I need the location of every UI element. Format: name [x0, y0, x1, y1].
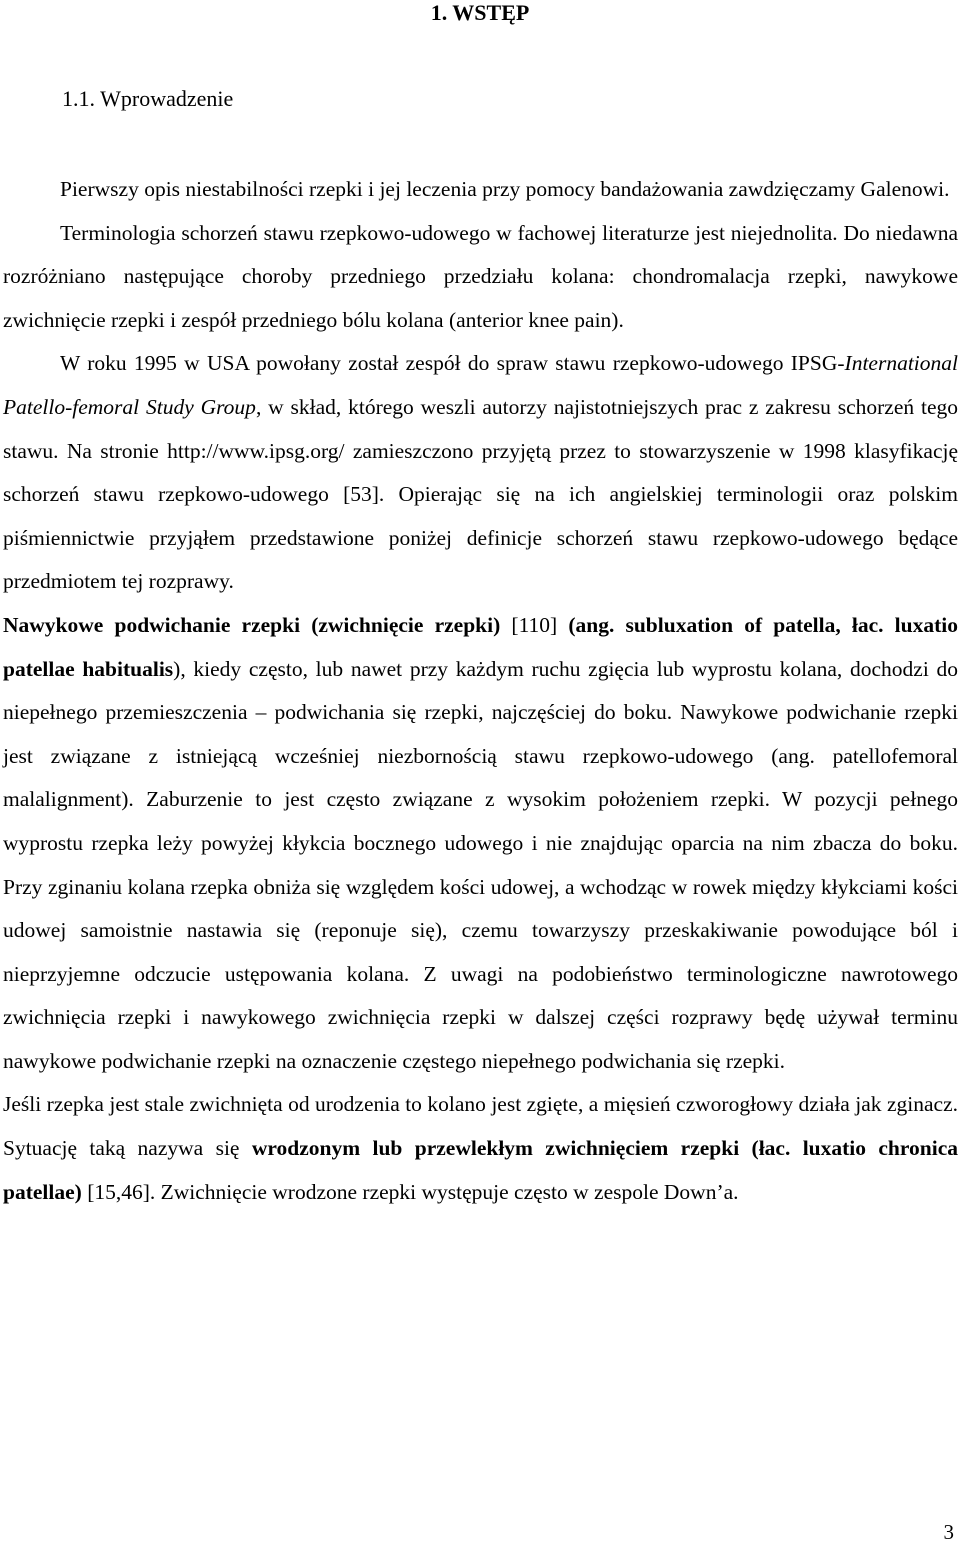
paragraph-4-term-translation: (ang. subluxation of patella, łac. luxatio patellae habitualis: [3, 612, 958, 681]
paragraph-5-start: Jeśli rzepka jest stale zwichnięta od urodzenia to kolano jest zgięte, a mięsień czworogłowy działa jak zginacz. Sytuację taką nazywa się: [3, 1092, 958, 1161]
paragraph-2: Terminologia schorzeń stawu rzepkowo-udowego w fachowej literaturze jest niejednolita. Do niedawna rozróżniano następujące choroby przedniego przedziału kolana: chondromalacja rzepki, nawykowe zwichnięcie rzepki i zespół przedniego bólu kolana (anterior knee pain).: [3, 220, 958, 332]
paragraph-3-rest: , w skład, którego weszli autorzy najistotniejszych prac z zakresu schorzeń tego stawu. Na stronie http://www.ipsg.org/ zamieszczono przyjętą przez to stowarzyszenie w 1998 klasyfikację schorzeń stawu rzepkowo-udowego [53]. Opierając się na ich angielskiej terminologii oraz polskim piśmiennictwie przyjąłem przedstawione poniżej definicje schorzeń stawu rzepkowo-udowego będące przedmiotem tej rozprawy.: [3, 394, 958, 594]
paragraph-3-start: W roku 1995 w USA powołany został zespół do spraw stawu rzepkowo-udowego IPSG-: [60, 351, 845, 376]
paragraph-4-term: Nawykowe podwichanie rzepki (zwichnięcie rzepki): [3, 612, 501, 637]
paragraph-5-rest: [15,46]. Zwichnięcie wrodzone rzepki występuje często w zespole Down’a.: [81, 1179, 739, 1204]
paragraph-5-term: wrodzonym lub przewlekłym zwichnięciem rzepki (łac. luxatio chronica patellae): [3, 1136, 958, 1204]
section-title: 1.1. Wprowadzenie: [62, 86, 234, 111]
paragraph-1: Pierwszy opis niestabilności rzepki i jej leczenia przy pomocy bandażowania zawdzięczamy Galenowi.: [60, 177, 950, 201]
paragraph-5: [3, 1083, 958, 1214]
paragraph-3-italic-term: International Patello-femoral Study Group: [3, 351, 958, 419]
page-number: 3: [943, 1520, 954, 1544]
body-text: [3, 168, 958, 1214]
paragraph-3: [3, 342, 958, 604]
paragraph-4-reference: [110]: [500, 612, 569, 637]
paragraph-4-rest: ), kiedy często, lub nawet przy każdym ruchu zgięcia lub wyprostu kolana, dochodzi do niepełnego przemieszczenia – podwichania się rzepki, najczęściej do boku. Nawykowe podwichanie rzepki jest związane z istniejącą wcześniej niezbornością stawu rzepkowo-udowego (ang. patellofemoral malalignment). Zaburzenie to jest często związane z wysokim położeniem rzepki. W pozycji pełnego wyprostu rzepka leży powyżej kłykcia bocznego udowego i nie znajdując oparcia na nim zbacza do boku. Przy zginaniu kolana rzepka obniża się względem kości udowej, a wchodząc w rowek między kłykciami kości udowej samoistnie nastawia się (reponuje się), czemu towarzyszy przeskakiwanie powodujące ból i nieprzyjemne odczucie ustępowania kolana. Z uwagi na podobieństwo terminologiczne nawrotowego zwichnięcia rzepki i nawykowego zwichnięcia rzepki w dalszej części rozprawy będę używał terminu nawykowe podwichanie rzepki na oznaczenie częstego niepełnego podwichania się rzepki.: [3, 656, 959, 1073]
paragraph-4: [3, 604, 958, 1084]
chapter-title: 1. WSTĘP: [430, 0, 530, 25]
